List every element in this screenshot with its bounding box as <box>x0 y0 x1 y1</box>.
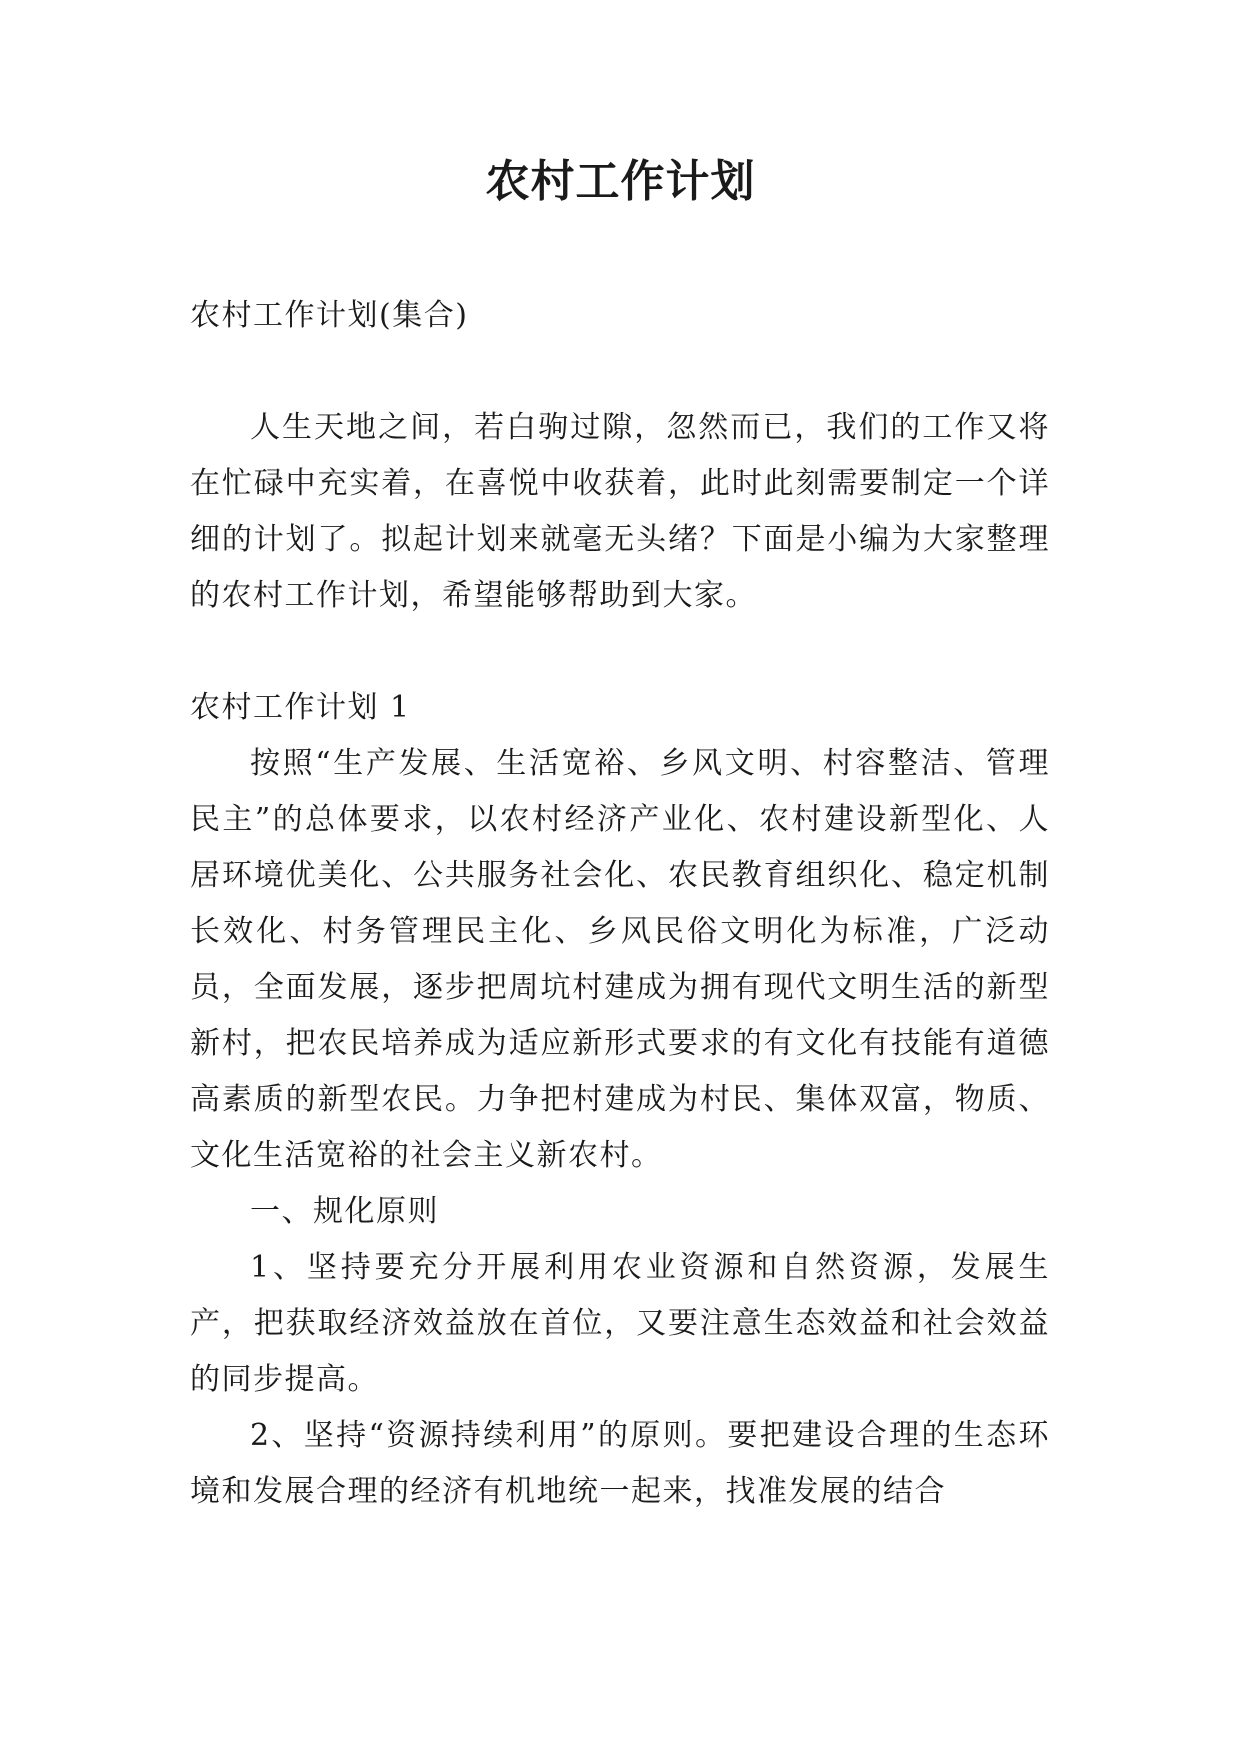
principle-item-2: 2、坚持“资源持续利用”的原则。要把建设合理的生态环境和发展合理的经济有机地统一起来，找准发展的结合 <box>190 1418 1050 1509</box>
document-title: 农村工作计划 <box>485 156 756 207</box>
principle-item-1: 1、坚持要充分开展利用农业资源和自然资源，发展生产，把获取经济效益放在首位，又要注意生态效益和社会效益的同步提高。 <box>190 1250 1050 1397</box>
principles-heading: 一、规化原则 <box>250 1194 439 1229</box>
document-body <box>190 288 1050 1520</box>
section-heading: 农村工作计划 1 <box>190 690 411 725</box>
intro-paragraph: 人生天地之间，若白驹过隙，忽然而已，我们的工作又将在忙碌中充实着，在喜悦中收获着，此时此刻需要制定一个详细的计划了。拟起计划来就毫无头绪？下面是小编为大家整理的农村工作计划，希望能够帮助到大家。 <box>190 410 1050 613</box>
document-subtitle: 农村工作计划(集合) <box>190 298 469 333</box>
paragraph-overview: 按照“生产发展、生活宽裕、乡风文明、村容整洁、管理民主”的总体要求，以农村经济产业化、农村建设新型化、人居环境优美化、公共服务社会化、农民教育组织化、稳定机制长效化、村务管理民主化、乡风民俗文明化为标准，广泛动员，全面发展，逐步把周坑村建成为拥有现代文明生活的新型新村，把农民培养成为适应新形式要求的有文化有技能有道德高素质的新型农民。力争把村建成为村民、集体双富，物质、文化生活宽裕的社会主义新农村。 <box>190 746 1050 1173</box>
